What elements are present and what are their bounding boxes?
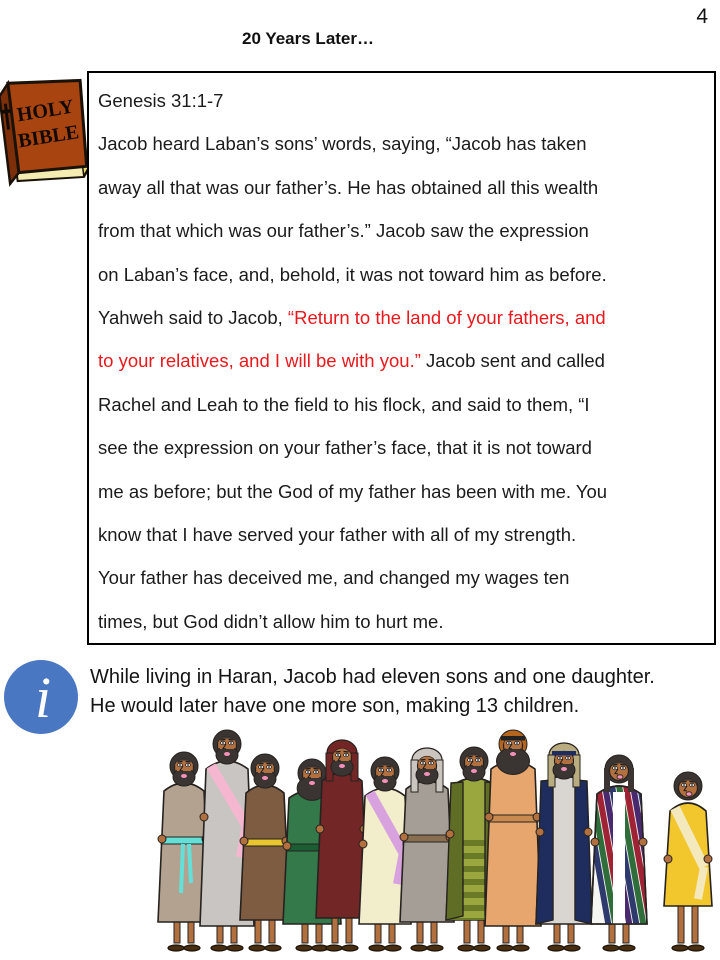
scripture-line: times, but God didn’t allow him to hurt me. [98, 610, 444, 632]
bible-title-line1: HOLY [15, 95, 76, 127]
info-text-line2: He would later have one more son, making 13 children. [90, 695, 580, 717]
scripture-line: see the expression on your father’s face, that it is not toward [98, 437, 592, 459]
page-title: 20 Years Later… [242, 29, 374, 48]
scripture-line: to your relatives, and I will be with you.” Jacob sent and called [98, 350, 605, 372]
scripture-line: from that which was our father’s.” Jacob saw the expression [98, 220, 589, 242]
svg-text:i: i [34, 665, 52, 730]
person-figure [583, 755, 672, 951]
jacobs-children-illustration [98, 726, 718, 960]
scripture-line: Yahweh said to Jacob, “Return to the land of your fathers, and [98, 307, 606, 329]
scripture-line: Rachel and Leah to the field to his flock, and said to them, “I [98, 393, 590, 415]
info-text-line1: While living in Haran, Jacob had eleven sons and one daughter. [90, 666, 655, 688]
info-text [90, 663, 718, 721]
person-figure [485, 730, 541, 951]
scripture-line: away all that was our father’s. He has obtained all this wealth [98, 176, 599, 198]
person-figure [664, 772, 712, 951]
scripture-line: Jacob heard Laban’s sons’ words, saying, “Jacob has taken [98, 133, 587, 155]
info-icon [2, 658, 80, 736]
scripture-line: Your father has deceived me, and changed my wages ten [98, 567, 570, 589]
person-figure [536, 743, 592, 951]
scripture-line: know that I have served your father with all of my strength. [98, 524, 577, 546]
scripture-line: on Laban’s face, and, behold, it was not toward him as before. [98, 263, 607, 285]
page-number: 4 [696, 5, 708, 28]
scripture-text [98, 79, 714, 643]
scripture-line: Genesis 31:1-7 [98, 90, 224, 111]
scripture-text-box [87, 71, 716, 645]
holy-bible-icon [0, 71, 94, 189]
bible-title-line2: BIBLE [16, 121, 81, 153]
scripture-line: me as before; but the God of my father has been with me. You [98, 480, 608, 502]
